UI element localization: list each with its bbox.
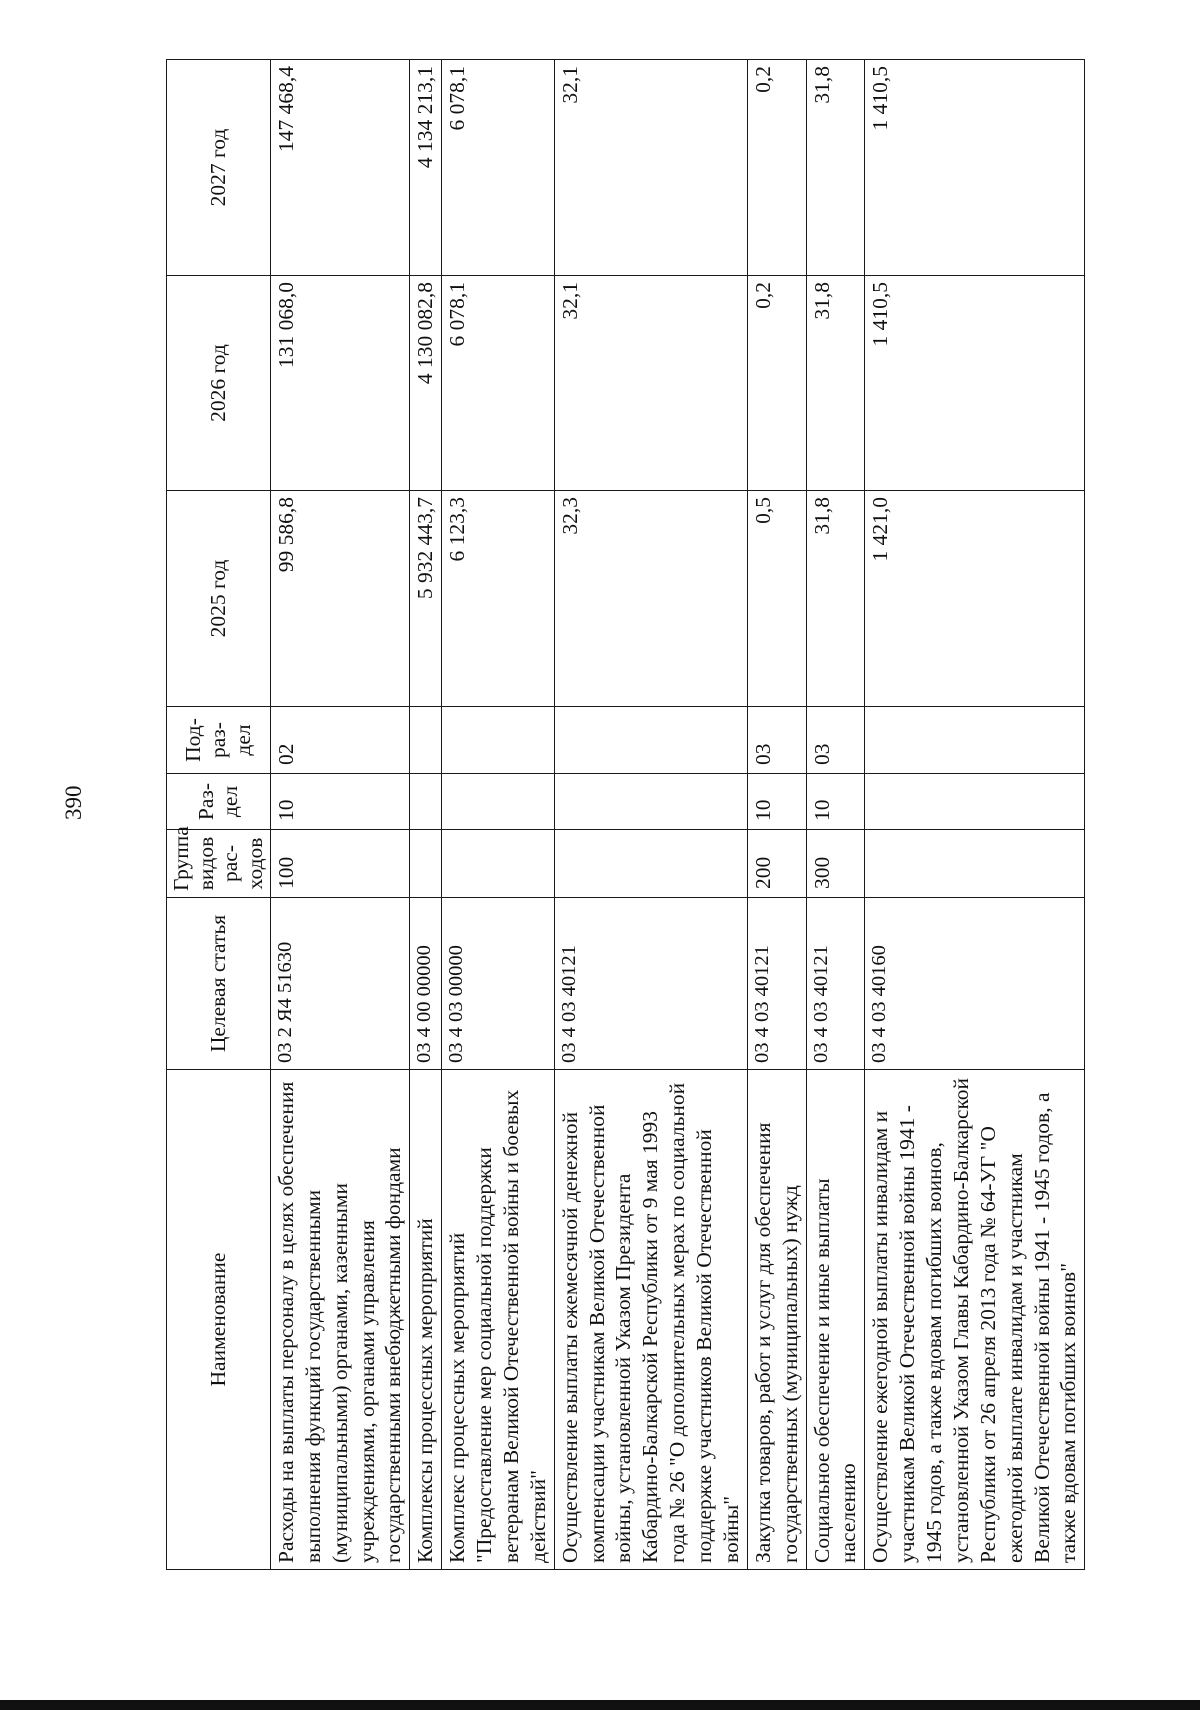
header-subsection: Под-раз-дел [167,707,271,774]
row-2027: 1 410,5 [865,60,1085,276]
row-article: 03 2 Я4 51630 [270,898,409,1070]
row-group [410,830,442,898]
row-subsection [865,707,1085,774]
header-name: Наименование [167,1070,271,1570]
row-2027: 31,8 [806,60,865,276]
row-name: Комплексы процессных мероприятий [410,1070,442,1570]
row-2026: 1 410,5 [865,276,1085,491]
row-name: Расходы на выплаты персоналу в целях обеспечения выполнения функций государственными (муниципальными) органами, казенными учреждениями, органами управления государственными внебюджетными фондами [270,1070,409,1570]
row-2027: 6 078,1 [442,60,555,276]
row-group [554,830,747,898]
row-subsection [442,707,555,774]
budget-table [166,59,1085,1570]
row-group: 300 [806,830,865,898]
row-2027: 4 134 213,1 [410,60,442,276]
row-2025: 32,3 [554,491,747,707]
table-row [410,60,442,1570]
row-section [554,774,747,830]
row-section: 10 [806,774,865,830]
page-number: 390 [61,785,86,820]
table-row [554,60,747,1570]
row-2025: 31,8 [806,491,865,707]
rotated-page-content [166,60,1081,1570]
row-name: Закупка товаров, работ и услуг для обеспечения государственных (муниципальных) нужд [747,1070,806,1570]
row-section [865,774,1085,830]
row-2025: 5 932 443,7 [410,491,442,707]
row-2027: 147 468,4 [270,60,409,276]
table-row [865,60,1085,1570]
row-subsection [554,707,747,774]
table-row [270,60,409,1570]
header-2026: 2026 год [167,276,271,491]
row-subsection: 03 [806,707,865,774]
row-article: 03 4 00 00000 [410,898,442,1070]
row-group: 100 [270,830,409,898]
header-article: Целевая статья [167,898,271,1070]
row-article: 03 4 03 40121 [554,898,747,1070]
table-header-row [167,60,271,1570]
row-name: Комплекс процессных мероприятий "Предоставление мер социальной поддержки ветеранам Великой Отечественной войны и боевых действий" [442,1070,555,1570]
row-2026: 0,2 [747,276,806,491]
row-article: 03 4 03 40160 [865,898,1085,1070]
row-subsection: 02 [270,707,409,774]
row-2025: 99 586,8 [270,491,409,707]
header-group: Группа видов рас-ходов [167,830,271,898]
row-section [442,774,555,830]
row-section: 10 [747,774,806,830]
row-article: 03 4 03 00000 [442,898,555,1070]
header-2025: 2025 год [167,491,271,707]
row-section [410,774,442,830]
header-section: Раз-дел [167,774,271,830]
row-subsection: 03 [747,707,806,774]
row-group [865,830,1085,898]
table-row [806,60,865,1570]
row-article: 03 4 03 40121 [747,898,806,1070]
row-2026: 31,8 [806,276,865,491]
row-2025: 6 123,3 [442,491,555,707]
row-article: 03 4 03 40121 [806,898,865,1070]
row-2026: 6 078,1 [442,276,555,491]
row-2025: 1 421,0 [865,491,1085,707]
row-2027: 0,2 [747,60,806,276]
row-2026: 32,1 [554,276,747,491]
row-group: 200 [747,830,806,898]
scan-edge-bar [0,1700,1200,1710]
row-2026: 4 130 082,8 [410,276,442,491]
header-2027: 2027 год [167,60,271,276]
row-name: Осуществление ежегодной выплаты инвалидам и участникам Великой Отечественной войны 1941 - 1945 годов, а также вдовам погибших воинов, установленной Указом Главы Кабардино-Балкарской Республики от 26 апреля 2013 года № 64-УГ "О ежегодной выплате инвалидам и участникам Великой Отечественной войны 1941 - 1945 годов, а также вдовам погибших воинов" [865,1070,1085,1570]
table-row [442,60,555,1570]
row-group [442,830,555,898]
table-row [747,60,806,1570]
row-2025: 0,5 [747,491,806,707]
row-section: 10 [270,774,409,830]
row-name: Социальное обеспечение и иные выплаты населению [806,1070,865,1570]
row-name: Осуществление выплаты ежемесячной денежной компенсации участникам Великой Отечественной войны, установленной Указом Президента Кабардино-Балкарской Республики от 9 мая 1993 года № 26 "О дополнительных мерах по социальной поддержке участников Великой Отечественной войны" [554,1070,747,1570]
row-subsection [410,707,442,774]
row-2026: 131 068,0 [270,276,409,491]
row-2027: 32,1 [554,60,747,276]
